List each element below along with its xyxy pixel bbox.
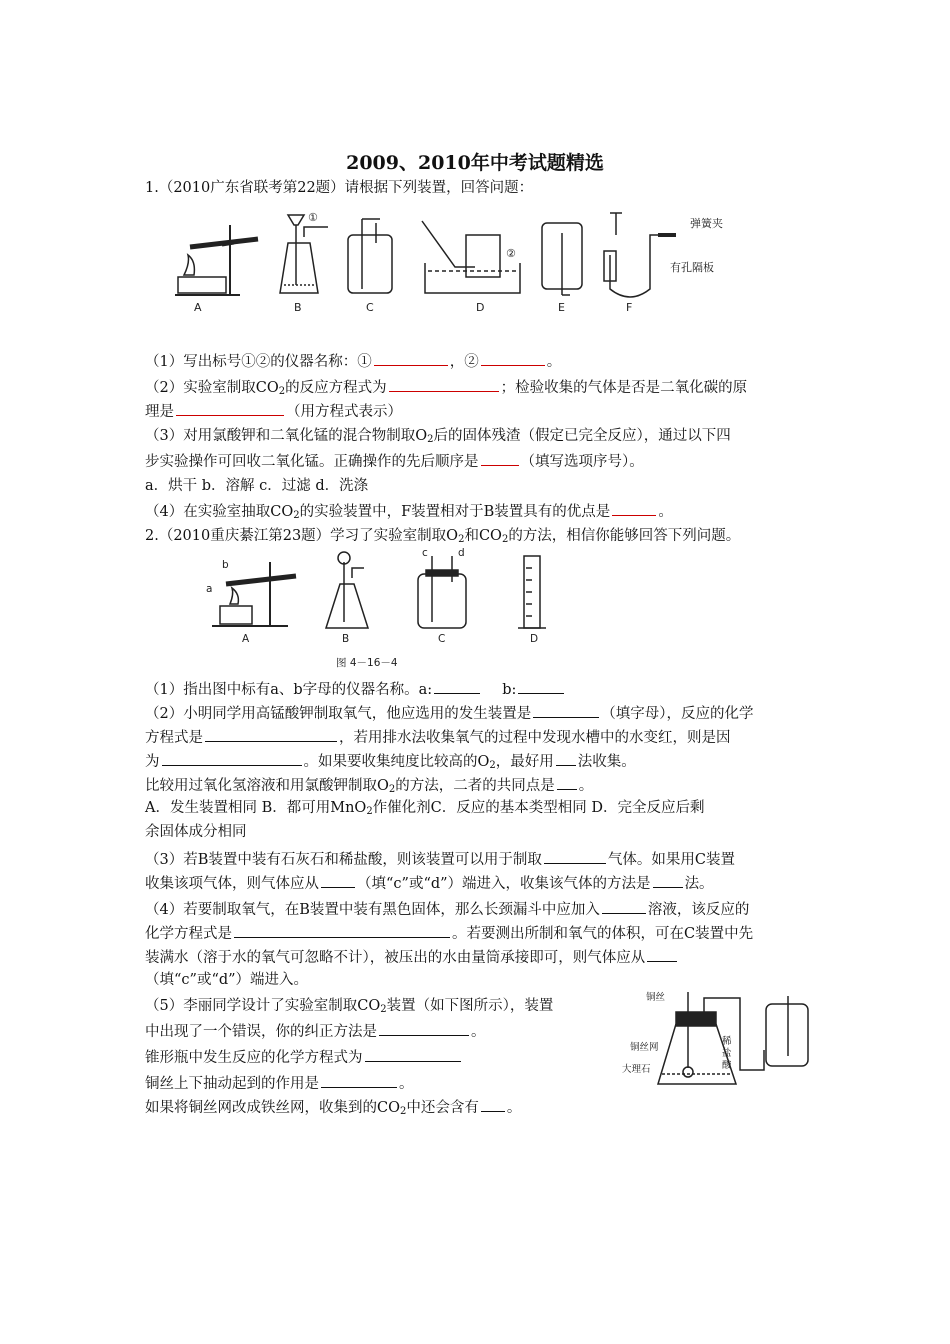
q2-blank-correction[interactable] [379, 1020, 469, 1036]
q2-blank-b[interactable] [518, 678, 564, 694]
q2-fig3-label-copper-mesh: 铜丝网 [630, 1042, 659, 1053]
q2-blank-inlet[interactable] [647, 946, 677, 962]
q2-part1: （1）指出图中标有a、b字母的仪器名称。a: b: [145, 678, 566, 700]
q2-fig3-label-acid-2: 盐 [722, 1048, 732, 1059]
q2-blank-solution[interactable] [602, 898, 646, 914]
q1-intro: 1.（2010广东省联考第22题）请根据下列装置，回答问题： [145, 180, 534, 196]
q2-part4-line1: （4）若要制取氧气，在B装置中装有黑色固体，那么长颈漏斗中应加入 溶液，该反应的 [145, 898, 749, 920]
q2-fig3-label-copper-wire: 铜丝 [646, 992, 666, 1003]
q2-blank-a[interactable] [434, 678, 480, 694]
q1-apparatus-figure [170, 205, 760, 317]
q2-blank-common[interactable] [557, 774, 577, 790]
q1-blank-1[interactable] [374, 350, 448, 366]
q2-fig-label-d: D [530, 633, 539, 645]
q2-part4-line4: （填“c”或“d”）端进入。 [145, 972, 309, 988]
q2-part4-line3: 装满水（溶于水的氧气可忽略不计），被压出的水由量筒承接即可，则气体应从 [145, 946, 679, 968]
q2-part2-line3: 为 。如果要收集纯度比较高的$O_2$，最好用 法收集。 [145, 750, 636, 772]
q1-fig-label-d: D [476, 301, 485, 314]
q2-co2-apparatus-figure [618, 986, 818, 1098]
q1-fig-label-a: A [194, 301, 202, 314]
q2-apparatus-figure [196, 548, 566, 672]
q2-fig-label-c: C [438, 633, 446, 645]
q2-blank-copper-role[interactable] [321, 1072, 397, 1088]
q1-blank-advantage[interactable] [612, 500, 656, 516]
q2-blank-flask-equation[interactable] [365, 1046, 461, 1062]
q1-part3-options: a．烘干 b．溶解 c．过滤 d．洗涤 [145, 478, 369, 494]
q2-part3-line2: 收集该项气体，则气体应从 （填“c”或“d”）端进入，收集该气体的方法是 法。 [145, 872, 714, 894]
q2-fig3-label-marble: 大理石 [622, 1064, 651, 1075]
q2-fig-caption: 图 4－16－4 [336, 657, 398, 669]
q2-fig-label-b: B [342, 633, 350, 645]
q2-fig-letter-c: c [422, 548, 428, 559]
q2-part5-line5: 如果将铜丝网改成铁丝网，收集到的$CO_2$中还会含有 。 [145, 1096, 521, 1118]
q2-blank-gas[interactable] [544, 848, 606, 864]
q1-fig-marker-1: ① [308, 211, 318, 224]
q2-blank-equation[interactable] [205, 726, 337, 742]
q2-part5-line1: （5）李丽同学设计了实验室制取$CO_2$装置（如下图所示），装置 [145, 998, 554, 1015]
q2-blank-method[interactable] [556, 750, 576, 766]
q1-blank-equation[interactable] [389, 376, 499, 392]
q2-fig-label-a: A [242, 633, 250, 645]
q2-options-line2: 余固体成分相同 [145, 824, 247, 840]
q1-fig-marker-2: ② [506, 247, 516, 260]
q1-fig-label-b: B [294, 301, 302, 314]
q2-blank-o2-equation[interactable] [234, 922, 450, 938]
q2-fig3-label-acid-3: 酸 [722, 1060, 732, 1071]
q1-part1: （1）写出标号①②的仪器名称：① ，② 。 [145, 350, 561, 372]
q1-part3-line2: 步实验操作可回收二氧化锰。正确操作的先后顺序是 （填写选项序号）。 [145, 450, 644, 472]
q2-part2-line1: （2）小明同学用高锰酸钾制取氧气，他应选用的发生装置是 （填字母），反应的化学 [145, 702, 753, 724]
q2-fig-letter-b: b [222, 559, 229, 571]
page-title: 2009、2010年中考试题精选 [346, 152, 604, 174]
q1-part4: （4）在实验室抽取$CO_2$的实验装置中，F装置相对于B装置具有的优点是 。 [145, 500, 673, 522]
q2-fig-letter-a: a [206, 583, 213, 595]
q1-fig-label-f: F [626, 301, 633, 314]
q2-fig-letter-d: d [458, 548, 465, 559]
q2-part5-line4: 铜丝上下抽动起到的作用是 。 [145, 1072, 414, 1094]
q1-fig-label-c: C [366, 301, 374, 314]
q2-fig3-label-acid-1: 稀 [722, 1036, 732, 1047]
q2-intro: 2.（2010重庆綦江第23题）学习了实验室制取$O_2$和$CO_2$的方法，相信你能够回答下列问题。 [145, 528, 741, 545]
q1-blank-2[interactable] [481, 350, 545, 366]
q1-fig-label-e: E [558, 301, 565, 314]
q2-part5-line3: 锥形瓶中发生反应的化学方程式为 [145, 1046, 463, 1068]
q2-blank-end[interactable] [321, 872, 355, 888]
q1-part2-line1: （2）实验室制取$CO_2$的反应方程式为 ；检验收集的气体是否是二氧化碳的原 [145, 376, 747, 398]
q2-blank-reason[interactable] [162, 750, 302, 766]
q1-blank-order[interactable] [481, 450, 519, 466]
q2-blank-impurity[interactable] [481, 1096, 505, 1112]
q2-options-line1: A．发生装置相同 B．都可用MnO$_2$作催化剂C．反应的基本类型相同 D．完全反应后剩 [145, 800, 705, 817]
q2-part2-line2: 方程式是 ，若用排水法收集氧气的过程中发现水槽中的水变红，则是因 [145, 726, 731, 748]
q1-fig-note-plate: 有孔隔板 [670, 261, 714, 274]
q1-fig-note-clip: 弹簧夹 [690, 217, 723, 230]
q1-part2-line2: 理是 （用方程式表示） [145, 400, 402, 422]
q2-part4-line2: 化学方程式是 。若要测出所制和氧气的体积，可在C装置中先 [145, 922, 753, 944]
q1-blank-principle[interactable] [176, 400, 284, 416]
q1-part3-line1: （3）对用氯酸钾和二氧化锰的混合物制取$O_2$后的固体残渣（假定已完全反应），通过以下四 [145, 428, 731, 445]
q2-part5-line2: 中出现了一个错误，你的纠正方法是 。 [145, 1020, 486, 1042]
q2-blank-device[interactable] [533, 702, 599, 718]
q2-part3-line1: （3）若B装置中装有石灰石和稀盐酸，则该装置可以用于制取 气体。如果用C装置 [145, 848, 735, 870]
q2-compare: 比较用过氧化氢溶液和用氯酸钾制取$O_2$的方法，二者的共同点是 。 [145, 774, 593, 796]
q2-blank-collect[interactable] [653, 872, 683, 888]
